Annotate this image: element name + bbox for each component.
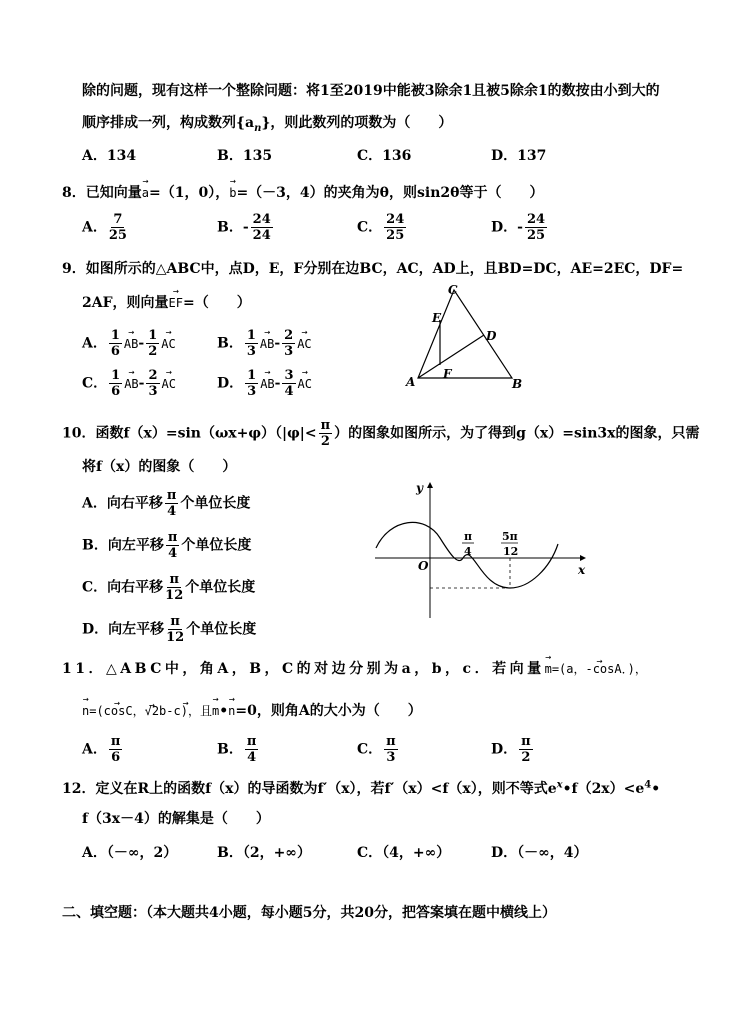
q12-option-a: A．（－∞，2） bbox=[82, 845, 178, 861]
fig-label-b: B bbox=[512, 377, 523, 391]
graph-x-label: x bbox=[578, 563, 586, 577]
q8-option-b: B．- $\frac{24}{24}$ bbox=[217, 212, 271, 243]
q7-option-b: B．135 bbox=[217, 148, 273, 164]
q10-option-a: A．向右平移 $\frac{\pi}{4}$ 个单位长度 bbox=[82, 488, 251, 519]
fig-label-a: A bbox=[406, 375, 416, 389]
q10-option-c: C．向右平移 $\frac{\pi}{12}$ 个单位长度 bbox=[82, 572, 256, 603]
q8-option-c: C． $\frac{24}{25}$ bbox=[357, 212, 405, 243]
q12-option-d: D．（－∞，4） bbox=[491, 845, 588, 861]
q11-line2: → n→ =(cosC，→ √2→ b-c)，且→ m•→ n=0，则角A的大小为（ ） bbox=[82, 698, 422, 720]
q10-option-b: B．向左平移 $\frac{\pi}{4}$ 个单位长度 bbox=[82, 530, 252, 561]
q10-option-d: D．向左平移 $\frac{\pi}{12}$ 个单位长度 bbox=[82, 614, 257, 645]
q11-option-c: C． $\frac{\pi}{3}$ bbox=[357, 734, 396, 765]
q10-sine-graph bbox=[370, 478, 590, 623]
graph-tick1-den: 4 bbox=[464, 545, 472, 558]
q12-line1: 12．定义在R上的函数f（x）的导函数为f′（x），若f′（x）<f（x），则不等式$e^x•f(2x)<e^4•$ bbox=[62, 779, 661, 797]
q9-option-a: A． $\frac{1}{6}$ → AB- $\frac{1}{2}$ → AC bbox=[82, 328, 176, 359]
q9-line1: 9．如图所示的△ABC中，点D，E，F分别在边BC，AC，AD上，且BD=DC，AE=2EC，DF= bbox=[62, 261, 684, 277]
q7-option-c: C．136 bbox=[357, 148, 412, 164]
q11-option-d: D． $\frac{\pi}{2}$ bbox=[491, 734, 531, 765]
fig-label-c: C bbox=[448, 283, 458, 297]
q10-line2: 将f（x）的图象（ ） bbox=[82, 459, 237, 475]
q7-option-d: D．137 bbox=[491, 148, 547, 164]
section2-heading: 二、填空题：（本大题共4小题，每小题5分，共20分，把答案填在题中横线上） bbox=[62, 905, 556, 921]
q9-option-c: C． $\frac{1}{6}$ → AB- $\frac{2}{3}$ → AC bbox=[82, 368, 176, 399]
q12-line2: f（3x－4）的解集是（ ） bbox=[82, 811, 270, 827]
q7-line2: 顺序排成一列，构成数列$\{a_n\}$，则此数列的项数为（ ） bbox=[82, 115, 453, 134]
q7-line1: 除的问题，现有这样一个整除问题：将1至2019中能被3除余1且被5除余1的数按由小到大的 bbox=[82, 83, 660, 99]
q9-line2: 2AF，则向量→ EF=（ ） bbox=[82, 290, 251, 312]
q11-option-a: A． $\frac{\pi}{6}$ bbox=[82, 734, 121, 765]
fig-label-e: E bbox=[432, 311, 442, 325]
q8-option-a: A． $\frac{7}{25}$ bbox=[82, 212, 127, 243]
q10-stem: 10．函数f（x）=sin（ωx+φ）（|φ|< $\frac{\pi}{2}$ ）的图象如图所示，为了得到g（x）=sin3x的图象，只需 bbox=[62, 418, 700, 449]
graph-tick2-den: 12 bbox=[503, 545, 519, 558]
q8-stem: 8．已知向量→ a=（1，0），→ b=（－3，4）的夹角为θ，则sin2θ等于（ ） bbox=[62, 180, 543, 202]
graph-origin-label: O bbox=[418, 559, 429, 573]
graph-y-label: y bbox=[416, 481, 423, 495]
q11-option-b: B． $\frac{\pi}{4}$ bbox=[217, 734, 257, 765]
q7-option-a: A．134 bbox=[82, 148, 137, 164]
q9-option-d: D． $\frac{1}{3}$ → AB- $\frac{3}{4}$ → AC bbox=[217, 368, 312, 399]
graph-tick1-num: π bbox=[464, 530, 473, 543]
graph-tick2-num: 5π bbox=[502, 530, 518, 543]
q9-option-b: B． $\frac{1}{3}$ → AB- $\frac{2}{3}$ → AC bbox=[217, 328, 312, 359]
q9-triangle-figure bbox=[400, 282, 530, 392]
q12-option-c: C．（4，+∞） bbox=[357, 845, 451, 861]
fig-label-f: F bbox=[443, 367, 452, 381]
fig-label-d: D bbox=[486, 329, 497, 343]
q12-option-b: B．（2，+∞） bbox=[217, 845, 311, 861]
q11-line1: 11．△ABC中，角A，B，C的对边分别为a，b，c．若向量→ m→ =(a，-cosA．)， bbox=[62, 656, 647, 678]
q8-option-d: D．- $\frac{24}{25}$ bbox=[491, 212, 546, 243]
